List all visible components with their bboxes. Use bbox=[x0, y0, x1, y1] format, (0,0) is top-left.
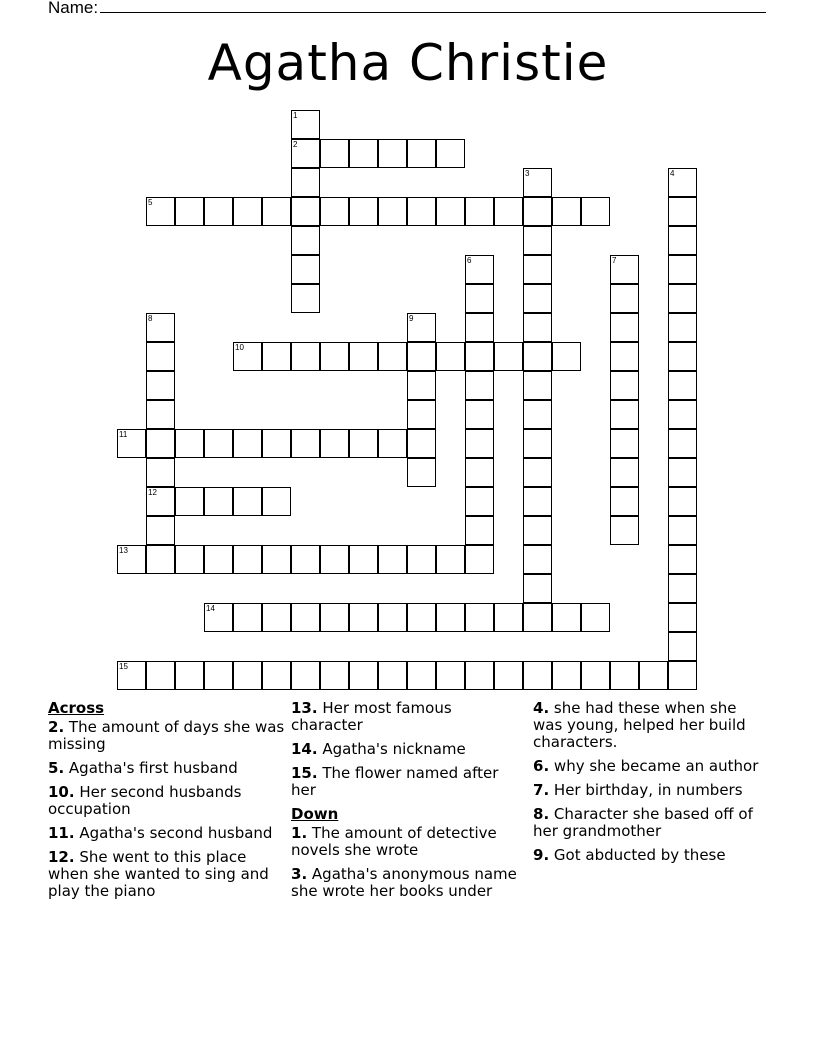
grid-cell[interactable] bbox=[465, 661, 494, 690]
grid-cell[interactable] bbox=[436, 603, 465, 632]
grid-cell[interactable] bbox=[523, 197, 552, 226]
grid-cell[interactable] bbox=[204, 545, 233, 574]
grid-cell[interactable] bbox=[523, 168, 552, 197]
grid-cell[interactable] bbox=[407, 313, 436, 342]
grid-cell[interactable] bbox=[465, 284, 494, 313]
down-clue-8: 8. Character she based off of her grandmother bbox=[533, 805, 753, 840]
grid-cell[interactable] bbox=[668, 284, 697, 313]
grid-cell[interactable] bbox=[146, 545, 175, 574]
grid-cell[interactable] bbox=[523, 313, 552, 342]
grid-cell[interactable] bbox=[610, 400, 639, 429]
grid-cell[interactable] bbox=[668, 400, 697, 429]
grid-cell[interactable] bbox=[204, 603, 233, 632]
clue-column-3 bbox=[533, 700, 763, 871]
grid-cell[interactable] bbox=[668, 168, 697, 197]
grid-cell[interactable] bbox=[262, 342, 291, 371]
grid-cell[interactable] bbox=[291, 661, 320, 690]
grid-cell[interactable] bbox=[320, 139, 349, 168]
grid-cell[interactable] bbox=[146, 661, 175, 690]
grid-cell[interactable] bbox=[581, 661, 610, 690]
grid-cell[interactable] bbox=[320, 603, 349, 632]
down-clue-4: 4. she had these when she was young, helped her build characters. bbox=[533, 699, 746, 751]
grid-cell[interactable] bbox=[146, 516, 175, 545]
grid-cell[interactable] bbox=[349, 429, 378, 458]
grid-cell[interactable] bbox=[465, 255, 494, 284]
grid-cell[interactable] bbox=[291, 342, 320, 371]
page-title: Agatha Christie bbox=[207, 34, 609, 92]
grid-cell[interactable] bbox=[610, 516, 639, 545]
grid-cell[interactable] bbox=[407, 661, 436, 690]
grid-cell[interactable] bbox=[233, 197, 262, 226]
grid-cell[interactable] bbox=[668, 255, 697, 284]
grid-cell[interactable] bbox=[407, 458, 436, 487]
grid-cell[interactable] bbox=[610, 313, 639, 342]
grid-cell[interactable] bbox=[552, 661, 581, 690]
grid-cell[interactable] bbox=[175, 197, 204, 226]
grid-cell[interactable] bbox=[146, 458, 175, 487]
grid-cell[interactable] bbox=[291, 226, 320, 255]
grid-cell[interactable] bbox=[523, 545, 552, 574]
grid-cell[interactable] bbox=[204, 429, 233, 458]
grid-cell[interactable] bbox=[610, 429, 639, 458]
grid-cell[interactable] bbox=[523, 371, 552, 400]
grid-cell[interactable] bbox=[436, 197, 465, 226]
grid-cell[interactable] bbox=[668, 429, 697, 458]
grid-cell[interactable] bbox=[465, 487, 494, 516]
grid-cell[interactable] bbox=[523, 574, 552, 603]
clue-number: 1 bbox=[293, 111, 298, 120]
grid-cell[interactable] bbox=[291, 168, 320, 197]
grid-cell[interactable] bbox=[523, 226, 552, 255]
grid-cell[interactable] bbox=[175, 545, 204, 574]
grid-cell[interactable] bbox=[378, 139, 407, 168]
grid-cell[interactable] bbox=[407, 603, 436, 632]
grid-cell[interactable] bbox=[262, 429, 291, 458]
grid-cell[interactable] bbox=[291, 197, 320, 226]
grid-cell[interactable] bbox=[465, 197, 494, 226]
grid-cell[interactable] bbox=[233, 342, 262, 371]
grid-cell[interactable] bbox=[291, 110, 320, 139]
name-label: Name: bbox=[48, 0, 99, 17]
grid-cell[interactable] bbox=[523, 661, 552, 690]
grid-cell[interactable] bbox=[494, 661, 523, 690]
grid-cell[interactable] bbox=[320, 661, 349, 690]
grid-cell[interactable] bbox=[175, 487, 204, 516]
grid-cell[interactable] bbox=[436, 342, 465, 371]
grid-cell[interactable] bbox=[465, 516, 494, 545]
grid-cell[interactable] bbox=[320, 429, 349, 458]
grid-cell[interactable] bbox=[668, 516, 697, 545]
grid-cell[interactable] bbox=[494, 603, 523, 632]
across-clue-10: 10. Her second husbands occupation bbox=[48, 783, 242, 818]
grid-cell[interactable] bbox=[349, 545, 378, 574]
grid-cell[interactable] bbox=[204, 487, 233, 516]
grid-cell[interactable] bbox=[262, 487, 291, 516]
across-heading: Across bbox=[48, 699, 105, 717]
grid-cell[interactable] bbox=[262, 197, 291, 226]
grid-cell[interactable] bbox=[436, 661, 465, 690]
grid-cell[interactable] bbox=[610, 458, 639, 487]
grid-cell[interactable] bbox=[610, 284, 639, 313]
clue-number: 4 bbox=[670, 169, 675, 178]
grid-cell[interactable] bbox=[610, 371, 639, 400]
grid-cell[interactable] bbox=[291, 255, 320, 284]
grid-cell[interactable] bbox=[668, 632, 697, 661]
grid-cell[interactable] bbox=[668, 313, 697, 342]
grid-cell[interactable] bbox=[465, 371, 494, 400]
grid-cell[interactable] bbox=[262, 661, 291, 690]
across-clue-2: 2. The amount of days she was missing bbox=[48, 718, 285, 753]
grid-cell[interactable] bbox=[668, 197, 697, 226]
grid-cell[interactable] bbox=[407, 545, 436, 574]
grid-cell[interactable] bbox=[465, 400, 494, 429]
grid-cell[interactable] bbox=[552, 603, 581, 632]
grid-cell[interactable] bbox=[668, 661, 697, 690]
clue-number: 14 bbox=[206, 604, 215, 613]
grid-cell[interactable] bbox=[436, 545, 465, 574]
grid-cell[interactable] bbox=[465, 545, 494, 574]
grid-cell[interactable] bbox=[494, 342, 523, 371]
grid-cell[interactable] bbox=[320, 342, 349, 371]
across-clue-14: 14. Agatha's nickname bbox=[291, 740, 466, 758]
grid-cell[interactable] bbox=[146, 371, 175, 400]
across-clue-12: 12. She went to this place when she wanted to sing and play the piano bbox=[48, 848, 269, 900]
grid-cell[interactable] bbox=[523, 603, 552, 632]
clue-number: 3 bbox=[525, 169, 530, 178]
grid-cell[interactable] bbox=[407, 371, 436, 400]
grid-cell[interactable] bbox=[320, 197, 349, 226]
grid-cell[interactable] bbox=[117, 661, 146, 690]
grid-cell[interactable] bbox=[262, 545, 291, 574]
grid-cell[interactable] bbox=[233, 429, 262, 458]
grid-cell[interactable] bbox=[668, 545, 697, 574]
grid-cell[interactable] bbox=[233, 545, 262, 574]
grid-cell[interactable] bbox=[146, 487, 175, 516]
grid-cell[interactable] bbox=[349, 342, 378, 371]
grid-cell[interactable] bbox=[523, 255, 552, 284]
grid-cell[interactable] bbox=[233, 603, 262, 632]
grid-cell[interactable] bbox=[465, 342, 494, 371]
grid-cell[interactable] bbox=[233, 661, 262, 690]
grid-cell[interactable] bbox=[668, 574, 697, 603]
grid-cell[interactable] bbox=[581, 197, 610, 226]
grid-cell[interactable] bbox=[523, 400, 552, 429]
grid-cell[interactable] bbox=[465, 313, 494, 342]
down-clue-6: 6. why she became an author bbox=[533, 757, 759, 775]
grid-cell[interactable] bbox=[175, 661, 204, 690]
grid-cell[interactable] bbox=[291, 603, 320, 632]
grid-cell[interactable] bbox=[146, 429, 175, 458]
down-clue-1: 1. The amount of detective novels she wrote bbox=[291, 824, 497, 859]
down-heading: Down bbox=[291, 805, 339, 823]
grid-cell[interactable] bbox=[610, 342, 639, 371]
grid-cell[interactable] bbox=[668, 342, 697, 371]
grid-cell[interactable] bbox=[552, 342, 581, 371]
grid-cell[interactable] bbox=[291, 429, 320, 458]
grid-cell[interactable] bbox=[639, 661, 668, 690]
clue-number: 7 bbox=[612, 256, 617, 265]
grid-cell[interactable] bbox=[494, 197, 523, 226]
clue-number: 9 bbox=[409, 314, 414, 323]
grid-cell[interactable] bbox=[291, 284, 320, 313]
clue-number: 5 bbox=[148, 198, 153, 207]
clue-number: 2 bbox=[293, 140, 298, 149]
grid-cell[interactable] bbox=[668, 371, 697, 400]
grid-cell[interactable] bbox=[349, 661, 378, 690]
grid-cell[interactable] bbox=[523, 458, 552, 487]
grid-cell[interactable] bbox=[320, 545, 349, 574]
grid-cell[interactable] bbox=[117, 545, 146, 574]
grid-cell[interactable] bbox=[117, 429, 146, 458]
grid-cell[interactable] bbox=[291, 139, 320, 168]
across-clue-5: 5. Agatha's first husband bbox=[48, 759, 238, 777]
clue-column-1 bbox=[48, 700, 286, 907]
grid-cell[interactable] bbox=[291, 545, 320, 574]
grid-cell[interactable] bbox=[407, 139, 436, 168]
grid-cell[interactable] bbox=[523, 284, 552, 313]
grid-cell[interactable] bbox=[552, 197, 581, 226]
grid-cell[interactable] bbox=[407, 197, 436, 226]
clue-number: 6 bbox=[467, 256, 472, 265]
down-clue-9: 9. Got abducted by these bbox=[533, 846, 726, 864]
clue-number: 15 bbox=[119, 662, 128, 671]
grid-cell[interactable] bbox=[465, 603, 494, 632]
grid-cell[interactable] bbox=[378, 661, 407, 690]
clue-number: 13 bbox=[119, 546, 128, 555]
grid-cell[interactable] bbox=[523, 487, 552, 516]
grid-cell[interactable] bbox=[349, 139, 378, 168]
grid-cell[interactable] bbox=[233, 487, 262, 516]
across-clue-15: 15. The flower named after her bbox=[291, 764, 499, 799]
grid-cell[interactable] bbox=[523, 342, 552, 371]
grid-cell[interactable] bbox=[523, 429, 552, 458]
clue-column-2 bbox=[291, 700, 521, 907]
grid-cell[interactable] bbox=[146, 342, 175, 371]
grid-cell[interactable] bbox=[668, 487, 697, 516]
grid-cell[interactable] bbox=[668, 226, 697, 255]
grid-cell[interactable] bbox=[610, 661, 639, 690]
grid-cell[interactable] bbox=[378, 545, 407, 574]
grid-cell[interactable] bbox=[378, 342, 407, 371]
grid-cell[interactable] bbox=[668, 458, 697, 487]
across-clue-13: 13. Her most famous character bbox=[291, 699, 452, 734]
clue-number: 12 bbox=[148, 488, 157, 497]
grid-cell[interactable] bbox=[407, 429, 436, 458]
grid-cell[interactable] bbox=[407, 342, 436, 371]
clue-number: 8 bbox=[148, 314, 153, 323]
grid-cell[interactable] bbox=[668, 603, 697, 632]
grid-cell[interactable] bbox=[349, 603, 378, 632]
grid-cell[interactable] bbox=[407, 400, 436, 429]
grid-cell[interactable] bbox=[465, 429, 494, 458]
clue-number: 10 bbox=[235, 343, 244, 352]
grid-cell[interactable] bbox=[146, 400, 175, 429]
grid-cell[interactable] bbox=[378, 603, 407, 632]
grid-cell[interactable] bbox=[581, 603, 610, 632]
grid-cell[interactable] bbox=[146, 313, 175, 342]
clue-number: 11 bbox=[119, 430, 128, 439]
grid-cell[interactable] bbox=[146, 197, 175, 226]
grid-cell[interactable] bbox=[610, 487, 639, 516]
across-clue-11: 11. Agatha's second husband bbox=[48, 824, 273, 842]
grid-cell[interactable] bbox=[610, 255, 639, 284]
grid-cell[interactable] bbox=[262, 603, 291, 632]
grid-cell[interactable] bbox=[378, 429, 407, 458]
grid-cell[interactable] bbox=[204, 197, 233, 226]
grid-cell[interactable] bbox=[378, 197, 407, 226]
down-clue-7: 7. Her birthday, in numbers bbox=[533, 781, 743, 799]
grid-cell[interactable] bbox=[204, 661, 233, 690]
grid-cell[interactable] bbox=[436, 139, 465, 168]
grid-cell[interactable] bbox=[523, 516, 552, 545]
down-clue-3: 3. Agatha's anonymous name she wrote her books under bbox=[291, 865, 517, 900]
grid-cell[interactable] bbox=[349, 197, 378, 226]
grid-cell[interactable] bbox=[465, 458, 494, 487]
grid-cell[interactable] bbox=[175, 429, 204, 458]
